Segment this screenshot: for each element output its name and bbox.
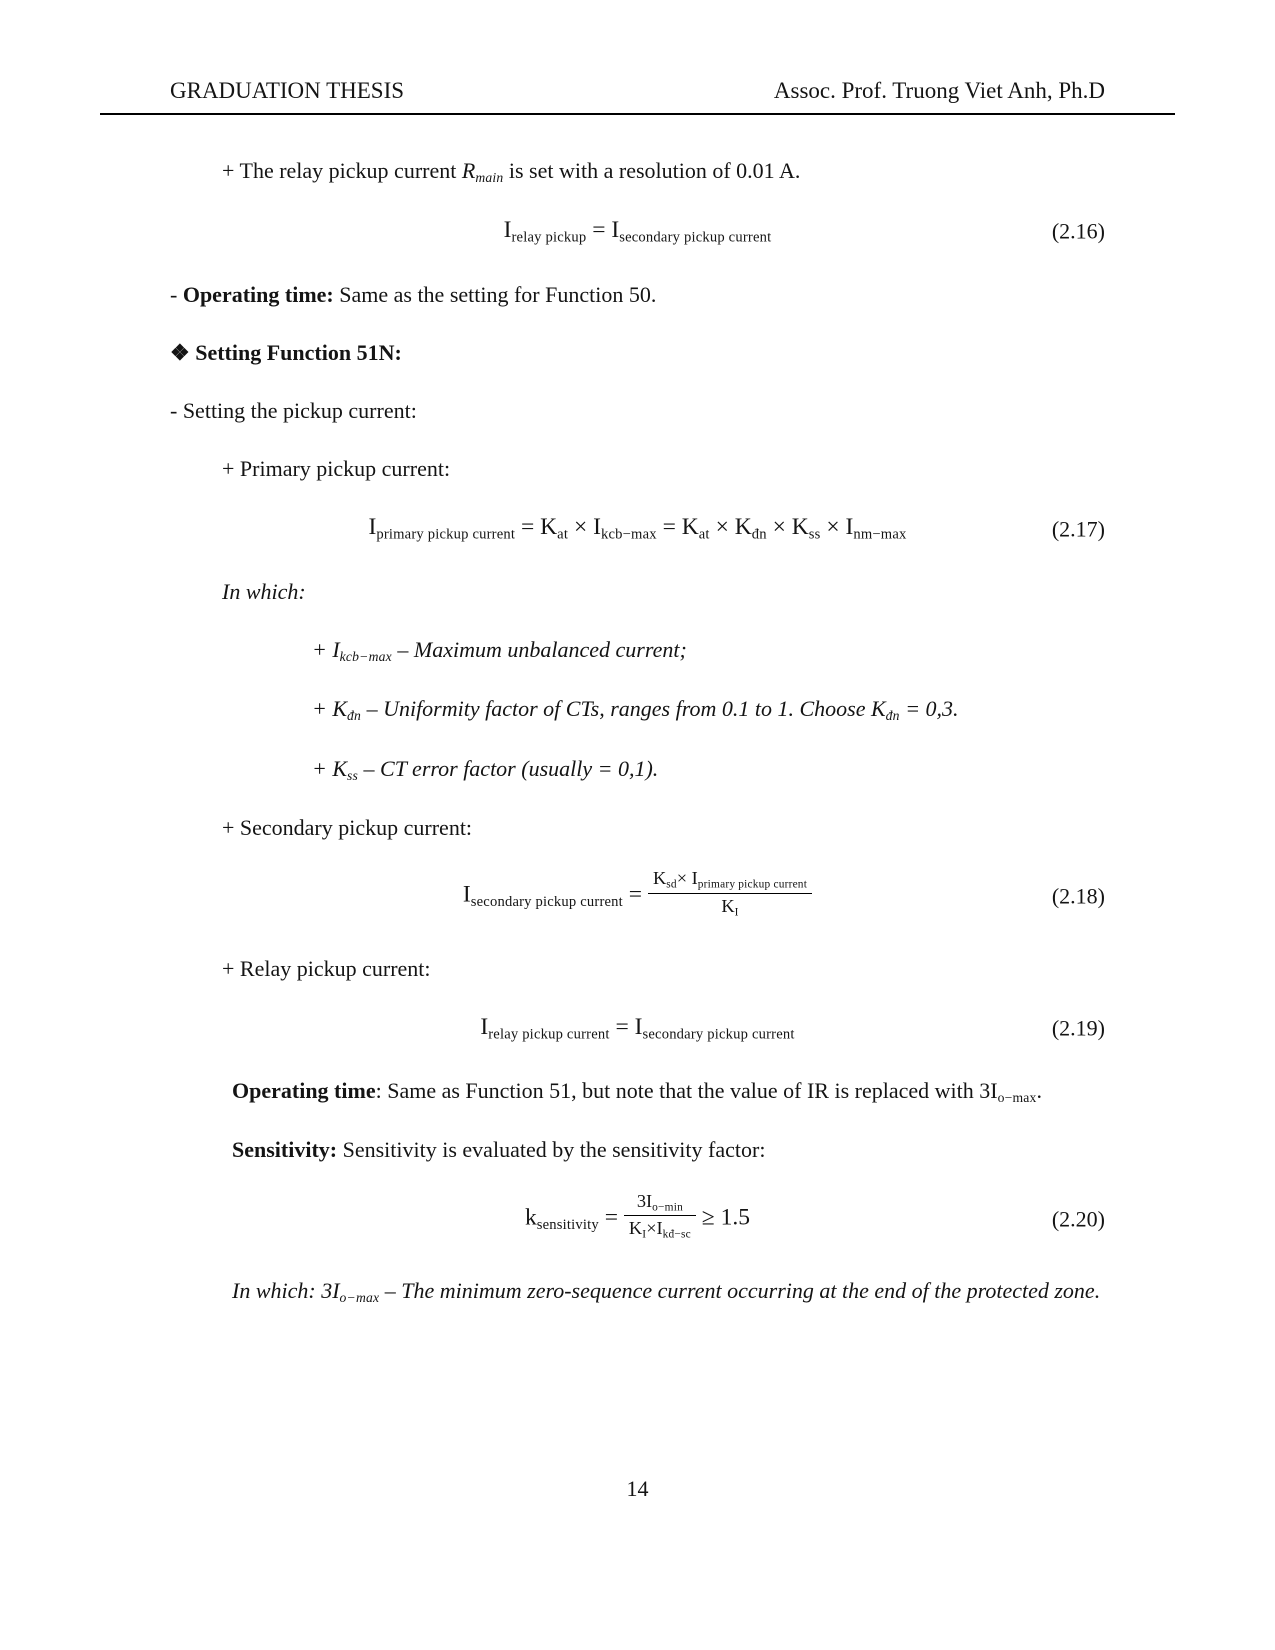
- fraction-denominator: [648, 894, 812, 920]
- text-run: + Secondary pickup current:: [222, 815, 473, 841]
- text-run: × K: [709, 514, 752, 541]
- subscript: relay pickup current: [488, 1026, 610, 1043]
- item-ikcb-max: [170, 634, 1105, 666]
- para-setting-pickup-current: [170, 395, 1105, 426]
- subscript: đn: [751, 526, 767, 543]
- text-run: Sensitivity:: [232, 1137, 338, 1163]
- text-run: .: [1036, 1077, 1043, 1103]
- text-run: – The minimum zero-sequence current occurring at the end of the protected zone.: [379, 1277, 1101, 1303]
- text-run: Same as the setting for Function 50.: [333, 281, 657, 307]
- text-run: I: [503, 217, 512, 244]
- subscript: primary pickup current: [697, 878, 808, 891]
- text-run: In which:: [222, 578, 306, 604]
- text-run: = K: [515, 514, 558, 541]
- fraction-denominator: [624, 1216, 696, 1242]
- text-run: K: [652, 868, 667, 889]
- header-left-title: GRADUATION THESIS: [170, 78, 405, 103]
- equation-2-17: [170, 511, 1105, 545]
- subscript: đn: [885, 708, 900, 724]
- subscript: I: [734, 906, 739, 919]
- text-run: : Same as Function 51, but note that the value of IR is replaced with: [375, 1077, 980, 1103]
- subscript: I: [642, 1228, 647, 1241]
- text-run: Sensitivity is evaluated by the sensitivity factor:: [337, 1137, 766, 1163]
- subscript: o−min: [652, 1201, 683, 1214]
- text-run: R: [461, 158, 476, 183]
- text-run: K: [721, 895, 735, 916]
- fraction: [648, 867, 812, 919]
- para-primary-pickup-current: [170, 453, 1105, 484]
- subscript: main: [475, 170, 504, 186]
- subscript: o−max: [997, 1090, 1037, 1106]
- header-right-author: Assoc. Prof. Truong Viet Anh, Ph.D: [773, 78, 1105, 103]
- text-run: = 0,3.: [899, 696, 959, 722]
- text-run: ≥ 1.5: [695, 1204, 751, 1231]
- text-run: – CT error factor (usually = 0,1).: [358, 755, 659, 781]
- text-run: + Relay pickup current:: [222, 955, 431, 981]
- text-run: Operating time:: [182, 281, 334, 307]
- text-run: + K: [312, 755, 348, 781]
- subscript: primary pickup current: [376, 526, 516, 543]
- equation-number: (2.18): [1051, 883, 1105, 909]
- text-run: is set with a resolution of 0.01 A.: [503, 158, 801, 183]
- text-run: × K: [766, 514, 809, 541]
- text-run: = I: [609, 1013, 643, 1040]
- equation-number: (2.20): [1051, 1206, 1105, 1232]
- equation-body: [504, 214, 772, 248]
- equation-body: [480, 1011, 794, 1045]
- subscript: sensitivity: [536, 1216, 599, 1233]
- text-run: I: [462, 881, 471, 908]
- heading-setting-function-51n: [170, 337, 1105, 368]
- text-run: =: [598, 1204, 624, 1231]
- item-kss: [170, 753, 1105, 785]
- item-kdn: [170, 693, 1105, 725]
- text-run: – Uniformity factor of CTs, ranges from 0.1 to 1. Choose K: [361, 696, 886, 722]
- equation-2-20: [170, 1190, 1105, 1245]
- text-run: =: [622, 881, 648, 908]
- text-run: × I: [820, 514, 854, 541]
- text-run: + I: [312, 636, 340, 662]
- subscript: relay pickup: [511, 229, 587, 246]
- text-run: – Maximum unbalanced current;: [391, 636, 687, 662]
- subscript: secondary pickup current: [642, 1026, 795, 1043]
- subscript: secondary pickup current: [619, 229, 772, 246]
- text-run: + The relay pickup current: [222, 158, 462, 183]
- text-run: + Primary pickup current:: [222, 456, 451, 482]
- para-sensitivity: [170, 1134, 1105, 1165]
- equation-2-18: [170, 870, 1105, 922]
- text-run: = I: [586, 217, 620, 244]
- text-run: -: [170, 281, 183, 307]
- page-number: 14: [626, 1476, 649, 1501]
- equation-number: (2.19): [1051, 1015, 1105, 1041]
- fraction: [624, 1190, 696, 1242]
- text-run: I: [480, 1013, 489, 1040]
- subscript: kđ−sc: [662, 1228, 691, 1241]
- equation-number: (2.16): [1051, 218, 1105, 244]
- text-run: = K: [656, 514, 699, 541]
- para-operating-time-function-50: [170, 279, 1105, 310]
- equation-number: (2.17): [1051, 515, 1105, 541]
- text-run: 3I: [636, 1190, 653, 1211]
- text-run: In which: 3I: [232, 1277, 340, 1303]
- subscript: secondary pickup current: [470, 894, 623, 911]
- equation-body: [463, 870, 812, 922]
- text-run: + K: [312, 696, 348, 722]
- text-run: - Setting the pickup current:: [170, 398, 417, 423]
- fraction-numerator: [648, 867, 812, 894]
- header-rule: [100, 113, 1175, 115]
- subscript: kcb−max: [600, 526, 657, 543]
- para-relay-pickup-current: [170, 953, 1105, 984]
- text-run: × I: [676, 868, 698, 889]
- equation-2-19: [170, 1011, 1105, 1045]
- fraction-numerator: [624, 1190, 696, 1217]
- para-operating-time-function-51: [170, 1075, 1105, 1107]
- para-relay-pickup-resolution: [170, 155, 1105, 187]
- text-run: I: [368, 514, 377, 541]
- equation-body: [368, 511, 906, 545]
- para-secondary-pickup-current: [170, 812, 1105, 843]
- subscript: at: [557, 526, 569, 543]
- equation-body: [524, 1190, 751, 1245]
- text-run: ❖ Setting Function 51N:: [170, 339, 402, 365]
- subscript: ss: [347, 767, 359, 783]
- subscript: nm−max: [853, 526, 907, 543]
- text-run: × I: [568, 514, 601, 541]
- subscript: đn: [347, 708, 362, 724]
- subscript: at: [698, 526, 710, 543]
- para-in-which: [170, 576, 1105, 607]
- equation-2-16: [170, 214, 1105, 248]
- page-footer: [0, 1476, 1275, 1502]
- text-run: k: [524, 1204, 537, 1231]
- subscript: ss: [808, 526, 821, 543]
- text-run: ×I: [646, 1218, 663, 1239]
- document-body: [170, 155, 1105, 1307]
- subscript: kcb−max: [339, 648, 392, 664]
- page-header: [170, 78, 1105, 104]
- text-run: Operating time: [232, 1077, 376, 1103]
- text-run: K: [628, 1218, 643, 1239]
- subscript: sd: [666, 878, 677, 891]
- para-in-which-3io-max: [170, 1275, 1105, 1307]
- text-run: 3I: [979, 1077, 998, 1103]
- subscript: o−max: [339, 1289, 380, 1305]
